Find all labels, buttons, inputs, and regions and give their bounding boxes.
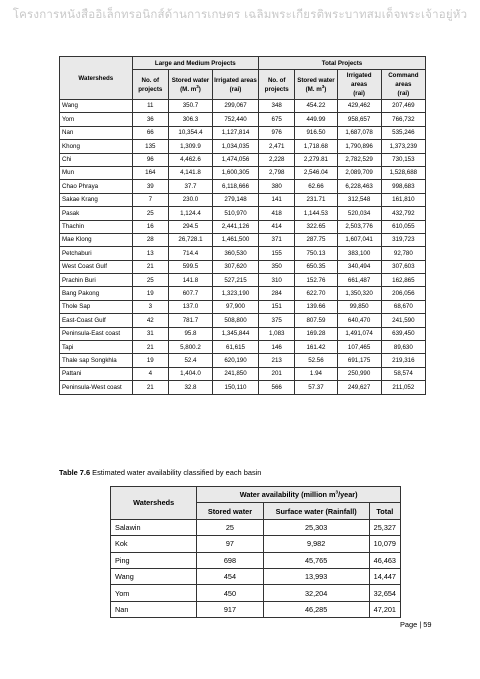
col-irrigated-areas: Irrigated areas (rai) (212, 70, 258, 100)
value-cell: 2,279.81 (295, 153, 337, 166)
table-row (60, 354, 426, 367)
value-cell: 61,615 (212, 341, 258, 354)
value-cell: 1,345,844 (212, 327, 258, 340)
value-cell: 1,124.4 (168, 207, 212, 220)
value-cell: 375 (259, 314, 295, 327)
value-cell: 510,970 (212, 207, 258, 220)
value-cell: 307,620 (212, 260, 258, 273)
value-cell: 3 (132, 300, 168, 313)
value-cell: 340,494 (337, 260, 381, 273)
value-cell: 2,228 (259, 153, 295, 166)
table-row (60, 207, 426, 220)
value-cell: 371 (259, 233, 295, 246)
value-cell: 350 (259, 260, 295, 273)
value-cell: 150,110 (212, 381, 258, 394)
value-cell: 599.5 (168, 260, 212, 273)
value-cell: 137.0 (168, 300, 212, 313)
value-cell: 68,670 (381, 300, 425, 313)
value-cell: 231.71 (295, 193, 337, 206)
value-cell: 312,548 (337, 193, 381, 206)
col-command-areas: Command areas (rai) (381, 70, 425, 100)
value-cell: 520,034 (337, 207, 381, 220)
col-stored-water: Stored water (M. $m^3$) (168, 70, 212, 100)
value-cell: 213 (259, 354, 295, 367)
value-cell: 1,083 (259, 327, 295, 340)
watershed-name-cell: Chi (60, 153, 133, 166)
table-row (60, 140, 426, 153)
group-large-medium: Large and Medium Projects (132, 57, 258, 70)
projects-table (59, 56, 426, 395)
value-cell: 96 (132, 153, 168, 166)
value-cell: 25 (197, 519, 263, 535)
watershed-name-cell: Yom (111, 585, 197, 601)
watershed-name-cell: Peninsula-West coast (60, 381, 133, 394)
watershed-name-cell: Nan (60, 126, 133, 139)
value-cell: 307,603 (381, 260, 425, 273)
value-cell: 414 (259, 220, 295, 233)
value-cell: 92,780 (381, 247, 425, 260)
value-cell: 250,990 (337, 367, 381, 380)
value-cell: 13,993 (263, 568, 369, 584)
value-cell: 21 (132, 381, 168, 394)
value-cell: 730,153 (381, 153, 425, 166)
value-cell: 2,471 (259, 140, 295, 153)
page-header: โครงการหนังสืออิเล็กทรอนิกส์ด้านการเกษตร เฉลิมพระเกียรติพระบาทสมเด็จพระเจ้าอยู่หัว (12, 7, 468, 21)
value-cell: 7 (132, 193, 168, 206)
value-cell: 1,790,896 (337, 140, 381, 153)
value-cell: 750.13 (295, 247, 337, 260)
watershed-name-cell: Nan (111, 601, 197, 617)
value-cell: 97,900 (212, 300, 258, 313)
value-cell: 25,303 (263, 519, 369, 535)
value-cell: 161,810 (381, 193, 425, 206)
value-cell: 52.4 (168, 354, 212, 367)
table-row (60, 247, 426, 260)
value-cell: 310 (259, 274, 295, 287)
value-cell: 162,865 (381, 274, 425, 287)
value-cell: 207,469 (381, 100, 425, 113)
value-cell: 714.4 (168, 247, 212, 260)
table-row (111, 568, 401, 584)
table-row (111, 601, 401, 617)
value-cell: 151 (259, 300, 295, 313)
value-cell: 287.75 (295, 233, 337, 246)
value-cell: 1,718.68 (295, 140, 337, 153)
watershed-name-cell: Prachin Buri (60, 274, 133, 287)
value-cell: 4 (132, 367, 168, 380)
value-cell: 691,175 (337, 354, 381, 367)
watershed-name-cell: Bang Pakong (60, 287, 133, 300)
value-cell: 42 (132, 314, 168, 327)
value-cell: 1,127,814 (212, 126, 258, 139)
value-cell: 89,630 (381, 341, 425, 354)
watershed-name-cell: Pasak (60, 207, 133, 220)
value-cell: 52.56 (295, 354, 337, 367)
value-cell: 383,100 (337, 247, 381, 260)
value-cell: 2,441,126 (212, 220, 258, 233)
value-cell: 152.76 (295, 274, 337, 287)
table-row (60, 220, 426, 233)
watershed-name-cell: Peninsula-East coast (60, 327, 133, 340)
value-cell: 766,732 (381, 113, 425, 126)
table-row (111, 552, 401, 568)
value-cell: 1,350,320 (337, 287, 381, 300)
value-cell: 432,792 (381, 207, 425, 220)
col-stored-water: Stored water (197, 503, 263, 519)
table-row (60, 274, 426, 287)
value-cell: 4,141.8 (168, 166, 212, 179)
value-cell: 46,463 (369, 552, 400, 568)
watershed-name-cell: Khong (60, 140, 133, 153)
table-row (60, 381, 426, 394)
col-watersheds: Watersheds (60, 57, 133, 100)
value-cell: 19 (132, 354, 168, 367)
value-cell: 95.8 (168, 327, 212, 340)
value-cell: 698 (197, 552, 263, 568)
watershed-name-cell: West Coast Gulf (60, 260, 133, 273)
value-cell: 1,474,056 (212, 153, 258, 166)
value-cell: 508,800 (212, 314, 258, 327)
value-cell: 107,465 (337, 341, 381, 354)
table-row (60, 314, 426, 327)
value-cell: 622.70 (295, 287, 337, 300)
value-cell: 25 (132, 207, 168, 220)
value-cell: 45,765 (263, 552, 369, 568)
table-row (111, 536, 401, 552)
watershed-name-cell: Wang (60, 100, 133, 113)
value-cell: 916.50 (295, 126, 337, 139)
table-row (111, 519, 401, 535)
value-cell: 135 (132, 140, 168, 153)
col-no-projects: No. of projects (132, 70, 168, 100)
value-cell: 640,470 (337, 314, 381, 327)
value-cell: 527,215 (212, 274, 258, 287)
value-cell: 141.8 (168, 274, 212, 287)
value-cell: 807.59 (295, 314, 337, 327)
value-cell: 5,800.2 (168, 341, 212, 354)
value-cell: 9,982 (263, 536, 369, 552)
watershed-name-cell: Thachin (60, 220, 133, 233)
value-cell: 1,607,041 (337, 233, 381, 246)
value-cell: 32.8 (168, 381, 212, 394)
table-row (111, 585, 401, 601)
value-cell: 607.7 (168, 287, 212, 300)
col-total: Total (369, 503, 400, 519)
value-cell: 2,089,709 (337, 166, 381, 179)
value-cell: 958,657 (337, 113, 381, 126)
value-cell: 241,590 (381, 314, 425, 327)
value-cell: 360,530 (212, 247, 258, 260)
value-cell: 2,782,529 (337, 153, 381, 166)
value-cell: 32,204 (263, 585, 369, 601)
table-row (60, 100, 426, 113)
value-cell: 998,683 (381, 180, 425, 193)
value-cell: 36 (132, 113, 168, 126)
value-cell: 230.0 (168, 193, 212, 206)
table-row (60, 367, 426, 380)
value-cell: 31 (132, 327, 168, 340)
value-cell: 2,546.04 (295, 166, 337, 179)
value-cell: 1,034,035 (212, 140, 258, 153)
value-cell: 25 (132, 274, 168, 287)
value-cell: 319,723 (381, 233, 425, 246)
value-cell: 418 (259, 207, 295, 220)
value-cell: 13 (132, 247, 168, 260)
watershed-name-cell: East-Coast Gulf (60, 314, 133, 327)
value-cell: 1.94 (295, 367, 337, 380)
table-row (60, 341, 426, 354)
value-cell: 350.7 (168, 100, 212, 113)
value-cell: 21 (132, 341, 168, 354)
value-cell: 146 (259, 341, 295, 354)
value-cell: 201 (259, 367, 295, 380)
value-cell: 279,148 (212, 193, 258, 206)
value-cell: 306.3 (168, 113, 212, 126)
col-irrigated-areas-total: Irrigated areas (rai) (337, 70, 381, 100)
table-row (60, 287, 426, 300)
value-cell: 1,323,190 (212, 287, 258, 300)
value-cell: 11 (132, 100, 168, 113)
value-cell: 1,687,078 (337, 126, 381, 139)
value-cell: 2,503,776 (337, 220, 381, 233)
watershed-name-cell: Kok (111, 536, 197, 552)
value-cell: 169.28 (295, 327, 337, 340)
value-cell: 620,190 (212, 354, 258, 367)
watershed-name-cell: Thole Sap (60, 300, 133, 313)
value-cell: 97 (197, 536, 263, 552)
value-cell: 66 (132, 126, 168, 139)
value-cell: 639,450 (381, 327, 425, 340)
water-availability-table (110, 486, 401, 618)
value-cell: 16 (132, 220, 168, 233)
table-row (60, 153, 426, 166)
value-cell: 99,850 (337, 300, 381, 313)
value-cell: 1,600,305 (212, 166, 258, 179)
value-cell: 284 (259, 287, 295, 300)
value-cell: 454.22 (295, 100, 337, 113)
value-cell: 39 (132, 180, 168, 193)
value-cell: 294.5 (168, 220, 212, 233)
watershed-name-cell: Ping (111, 552, 197, 568)
table-row (60, 126, 426, 139)
value-cell: 19 (132, 287, 168, 300)
table-row (60, 300, 426, 313)
value-cell: 10,079 (369, 536, 400, 552)
table-row (60, 233, 426, 246)
value-cell: 4,462.6 (168, 153, 212, 166)
value-cell: 6,228,463 (337, 180, 381, 193)
value-cell: 1,528,688 (381, 166, 425, 179)
value-cell: 661,487 (337, 274, 381, 287)
value-cell: 781.7 (168, 314, 212, 327)
value-cell: 206,056 (381, 287, 425, 300)
value-cell: 1,144.53 (295, 207, 337, 220)
value-cell: 1,373,239 (381, 140, 425, 153)
watershed-name-cell: Sakae Krang (60, 193, 133, 206)
value-cell: 1,491,074 (337, 327, 381, 340)
value-cell: 322.65 (295, 220, 337, 233)
value-cell: 25,327 (369, 519, 400, 535)
col-no-projects-total: No. of projects (259, 70, 295, 100)
value-cell: 46,285 (263, 601, 369, 617)
value-cell: 139.66 (295, 300, 337, 313)
watershed-name-cell: Chao Phraya (60, 180, 133, 193)
value-cell: 10,354.4 (168, 126, 212, 139)
watershed-name-cell: Mae Klong (60, 233, 133, 246)
group-water-availability: Water availability (million $m^3/year$) (197, 487, 401, 503)
value-cell: 1,404.0 (168, 367, 212, 380)
value-cell: 348 (259, 100, 295, 113)
watershed-name-cell: Petchaburi (60, 247, 133, 260)
value-cell: 141 (259, 193, 295, 206)
value-cell: 6,118,666 (212, 180, 258, 193)
watershed-name-cell: Mun (60, 166, 133, 179)
table-row (60, 260, 426, 273)
value-cell: 380 (259, 180, 295, 193)
col-surface-water: Surface water (Rainfall) (263, 503, 369, 519)
value-cell: 917 (197, 601, 263, 617)
value-cell: 1,461,500 (212, 233, 258, 246)
value-cell: 299,067 (212, 100, 258, 113)
table-row (60, 193, 426, 206)
value-cell: 57.37 (295, 381, 337, 394)
value-cell: 37.7 (168, 180, 212, 193)
value-cell: 28 (132, 233, 168, 246)
table-row (60, 113, 426, 126)
watershed-name-cell: Salawin (111, 519, 197, 535)
value-cell: 976 (259, 126, 295, 139)
value-cell: 58,574 (381, 367, 425, 380)
value-cell: 62.66 (295, 180, 337, 193)
watershed-name-cell: Tapi (60, 341, 133, 354)
col-watersheds: Watersheds (111, 487, 197, 520)
value-cell: 535,246 (381, 126, 425, 139)
value-cell: 47,201 (369, 601, 400, 617)
value-cell: 32,654 (369, 585, 400, 601)
value-cell: 164 (132, 166, 168, 179)
value-cell: 219,316 (381, 354, 425, 367)
group-total: Total Projects (259, 57, 426, 70)
value-cell: 26,728.1 (168, 233, 212, 246)
value-cell: 650.35 (295, 260, 337, 273)
watershed-name-cell: Thale sap Songkhla (60, 354, 133, 367)
value-cell: 161.42 (295, 341, 337, 354)
table-caption: Table 7.6 Estimated water availability classified by each basin (59, 468, 262, 477)
value-cell: 675 (259, 113, 295, 126)
value-cell: 454 (197, 568, 263, 584)
value-cell: 21 (132, 260, 168, 273)
value-cell: 211,052 (381, 381, 425, 394)
value-cell: 610,055 (381, 220, 425, 233)
watershed-name-cell: Wang (111, 568, 197, 584)
value-cell: 2,798 (259, 166, 295, 179)
table-row (60, 327, 426, 340)
value-cell: 1,309.9 (168, 140, 212, 153)
value-cell: 752,440 (212, 113, 258, 126)
page-number: Page | 59 (400, 620, 432, 629)
value-cell: 429,462 (337, 100, 381, 113)
value-cell: 449.99 (295, 113, 337, 126)
value-cell: 155 (259, 247, 295, 260)
value-cell: 450 (197, 585, 263, 601)
value-cell: 14,447 (369, 568, 400, 584)
table-row (60, 180, 426, 193)
value-cell: 566 (259, 381, 295, 394)
watershed-name-cell: Yom (60, 113, 133, 126)
table-row (60, 166, 426, 179)
value-cell: 249,627 (337, 381, 381, 394)
value-cell: 241,850 (212, 367, 258, 380)
col-stored-water-total: Stored water (M. $m^3$) (295, 70, 337, 100)
watershed-name-cell: Pattani (60, 367, 133, 380)
